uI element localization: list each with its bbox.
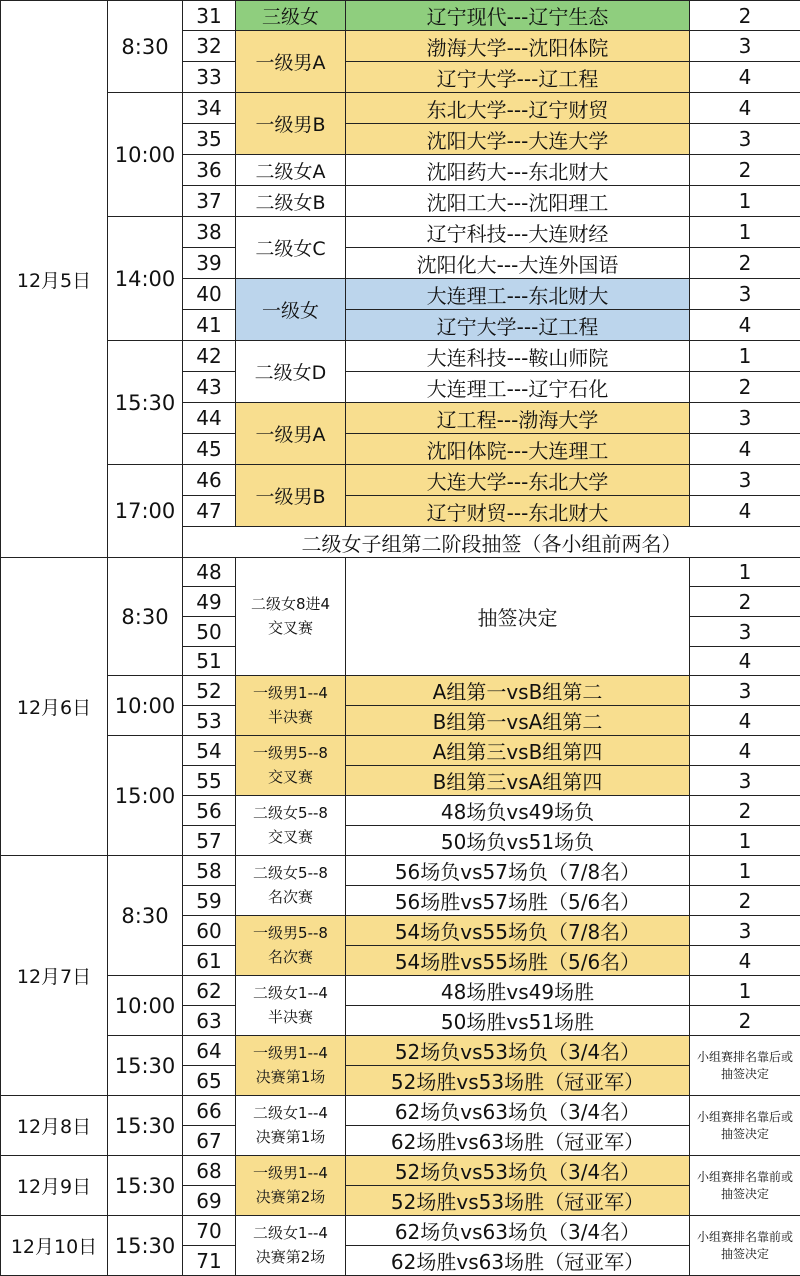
match-number: 49 <box>183 587 236 617</box>
group-line: 一级男5--8 <box>253 924 328 942</box>
court-cell: 2 <box>690 155 800 186</box>
match-number: 53 <box>183 706 236 736</box>
match-cell: A组第三vsB组第四 <box>346 736 690 766</box>
match-number: 57 <box>183 826 236 856</box>
time-cell: 17:00 <box>108 465 183 558</box>
match-number: 35 <box>183 124 236 155</box>
court-cell: 1 <box>690 217 800 248</box>
note-line: 抽签决定 <box>721 1067 769 1081</box>
court-cell: 1 <box>690 856 800 886</box>
group-cell: 二级女A <box>236 155 346 186</box>
draw-banner: 二级女子组第二阶段抽签（各小组前两名） <box>183 527 800 558</box>
match-number: 37 <box>183 186 236 217</box>
match-number: 54 <box>183 736 236 766</box>
court-cell: 1 <box>690 341 800 372</box>
court-cell: 2 <box>690 372 800 403</box>
court-cell: 2 <box>690 587 800 617</box>
match-number: 48 <box>183 558 236 587</box>
court-cell: 1 <box>690 186 800 217</box>
court-cell: 3 <box>690 465 800 496</box>
match-number: 64 <box>183 1036 236 1066</box>
group-cell <box>236 1036 346 1096</box>
match-cell: 辽宁现代---辽宁生态 <box>346 1 690 31</box>
match-cell: 辽工程---渤海大学 <box>346 403 690 434</box>
match-number: 32 <box>183 31 236 62</box>
note-line: 抽签决定 <box>721 1247 769 1261</box>
match-cell: 62场负vs63场负（3/4名） <box>346 1216 690 1246</box>
match-number: 31 <box>183 1 236 31</box>
table-row <box>1 856 800 886</box>
match-cell: B组第三vsA组第四 <box>346 766 690 796</box>
match-cell: 沈阳化大---大连外国语 <box>346 248 690 279</box>
group-cell <box>236 676 346 736</box>
group-line: 名次赛 <box>268 948 313 966</box>
date-cell: 12月6日 <box>1 558 108 856</box>
note-cell <box>690 1156 800 1216</box>
group-cell <box>236 856 346 916</box>
group-cell: 二级女C <box>236 217 346 279</box>
court-cell: 2 <box>690 248 800 279</box>
date-cell: 12月5日 <box>1 1 108 558</box>
table-row <box>1 676 800 706</box>
match-cell: 辽宁大学---辽工程 <box>346 310 690 341</box>
date-cell: 12月7日 <box>1 856 108 1096</box>
match-number: 58 <box>183 856 236 886</box>
group-line: 二级女1--4 <box>253 1104 328 1122</box>
court-cell: 3 <box>690 279 800 310</box>
match-cell: 52场胜vs53场胜（冠亚军） <box>346 1186 690 1216</box>
group-cell: 三级女 <box>236 1 346 31</box>
group-cell: 一级男A <box>236 403 346 465</box>
match-cell: B组第一vsA组第二 <box>346 706 690 736</box>
match-number: 43 <box>183 372 236 403</box>
court-cell: 2 <box>690 886 800 916</box>
group-line: 交叉赛 <box>268 828 313 846</box>
time-cell: 10:00 <box>108 676 183 736</box>
group-cell: 二级女D <box>236 341 346 403</box>
match-number: 33 <box>183 62 236 93</box>
match-cell: 沈阳体院---大连理工 <box>346 434 690 465</box>
match-cell: 大连理工---辽宁石化 <box>346 372 690 403</box>
match-cell: 50场胜vs51场胜 <box>346 1006 690 1036</box>
draw-decision-cell: 抽签决定 <box>346 558 690 676</box>
court-cell: 3 <box>690 916 800 946</box>
group-cell: 一级男B <box>236 465 346 527</box>
match-cell: 62场胜vs63场胜（冠亚军） <box>346 1126 690 1156</box>
court-cell: 1 <box>690 976 800 1006</box>
table-row <box>1 1156 800 1186</box>
match-number: 52 <box>183 676 236 706</box>
match-number: 63 <box>183 1006 236 1036</box>
court-cell: 2 <box>690 796 800 826</box>
match-cell: 52场负vs53场负（3/4名） <box>346 1036 690 1066</box>
time-cell: 15:30 <box>108 341 183 465</box>
court-cell: 3 <box>690 617 800 647</box>
match-number: 65 <box>183 1066 236 1096</box>
group-cell: 一级男A <box>236 31 346 93</box>
group-line: 二级女5--8 <box>253 864 328 882</box>
match-number: 42 <box>183 341 236 372</box>
court-cell: 3 <box>690 124 800 155</box>
match-cell: 东北大学---辽宁财贸 <box>346 93 690 124</box>
group-line: 名次赛 <box>268 888 313 906</box>
date-cell: 12月8日 <box>1 1096 108 1156</box>
match-cell: 56场胜vs57场胜（5/6名） <box>346 886 690 916</box>
note-line: 小组赛排名靠后或 <box>697 1110 793 1124</box>
match-cell: 辽宁科技---大连财经 <box>346 217 690 248</box>
court-cell: 4 <box>690 310 800 341</box>
time-cell: 15:30 <box>108 1036 183 1096</box>
match-cell: 48场负vs49场负 <box>346 796 690 826</box>
match-number: 34 <box>183 93 236 124</box>
table-row <box>1 465 800 496</box>
table-row <box>1 976 800 1006</box>
match-cell: 62场负vs63场负（3/4名） <box>346 1096 690 1126</box>
note-line: 小组赛排名靠前或 <box>697 1170 793 1184</box>
group-line: 二级女1--4 <box>253 984 328 1002</box>
table-row <box>1 1216 800 1246</box>
match-number: 55 <box>183 766 236 796</box>
match-cell: 54场胜vs55场胜（5/6名） <box>346 946 690 976</box>
match-cell: 54场负vs55场负（7/8名） <box>346 916 690 946</box>
court-cell: 2 <box>690 1006 800 1036</box>
court-cell: 4 <box>690 647 800 676</box>
table-row <box>1 1096 800 1126</box>
court-cell: 3 <box>690 766 800 796</box>
match-cell: 辽宁大学---辽工程 <box>346 62 690 93</box>
court-cell: 1 <box>690 826 800 856</box>
match-number: 56 <box>183 796 236 826</box>
time-cell: 15:30 <box>108 1156 183 1216</box>
time-cell: 10:00 <box>108 93 183 217</box>
match-number: 47 <box>183 496 236 527</box>
court-cell: 4 <box>690 946 800 976</box>
match-cell: 大连科技---鞍山师院 <box>346 341 690 372</box>
match-number: 66 <box>183 1096 236 1126</box>
match-cell: 56场负vs57场负（7/8名） <box>346 856 690 886</box>
note-line: 抽签决定 <box>721 1187 769 1201</box>
court-cell: 3 <box>690 31 800 62</box>
match-number: 41 <box>183 310 236 341</box>
match-cell: 渤海大学---沈阳体院 <box>346 31 690 62</box>
match-cell: 52场负vs53场负（3/4名） <box>346 1156 690 1186</box>
court-cell: 1 <box>690 558 800 587</box>
group-cell <box>236 558 346 676</box>
match-number: 67 <box>183 1126 236 1156</box>
group-line: 一级男1--4 <box>253 1044 328 1062</box>
group-cell <box>236 736 346 796</box>
match-cell: 50场负vs51场负 <box>346 826 690 856</box>
match-cell: 大连理工---东北财大 <box>346 279 690 310</box>
group-line: 半决赛 <box>268 708 313 726</box>
group-line: 决赛第1场 <box>256 1128 326 1146</box>
match-number: 61 <box>183 946 236 976</box>
match-number: 69 <box>183 1186 236 1216</box>
match-cell: 52场胜vs53场胜（冠亚军） <box>346 1066 690 1096</box>
group-cell: 一级女 <box>236 279 346 341</box>
group-line: 一级男1--4 <box>253 1164 328 1182</box>
match-number: 38 <box>183 217 236 248</box>
match-number: 71 <box>183 1246 236 1276</box>
note-cell <box>690 1096 800 1156</box>
court-cell: 4 <box>690 736 800 766</box>
match-number: 50 <box>183 617 236 647</box>
group-cell: 二级女B <box>236 186 346 217</box>
table-row <box>1 736 800 766</box>
group-line: 二级女8进4 <box>251 595 330 613</box>
match-cell: 大连大学---东北大学 <box>346 465 690 496</box>
match-number: 59 <box>183 886 236 916</box>
time-cell: 14:00 <box>108 217 183 341</box>
time-cell: 8:30 <box>108 558 183 676</box>
court-cell: 3 <box>690 403 800 434</box>
time-cell: 8:30 <box>108 1 183 93</box>
date-cell: 12月9日 <box>1 1156 108 1216</box>
table-row <box>1 217 800 248</box>
group-cell: 一级男B <box>236 93 346 155</box>
match-number: 60 <box>183 916 236 946</box>
match-cell: 62场胜vs63场胜（冠亚军） <box>346 1246 690 1276</box>
group-line: 决赛第1场 <box>256 1068 326 1086</box>
match-cell: 沈阳大学---大连大学 <box>346 124 690 155</box>
time-cell: 10:00 <box>108 976 183 1036</box>
match-number: 62 <box>183 976 236 1006</box>
group-cell <box>236 916 346 976</box>
match-cell: 辽宁财贸---东北财大 <box>346 496 690 527</box>
court-cell: 2 <box>690 1 800 31</box>
match-number: 51 <box>183 647 236 676</box>
court-cell: 4 <box>690 62 800 93</box>
group-cell <box>236 1096 346 1156</box>
match-number: 70 <box>183 1216 236 1246</box>
table-row <box>1 558 800 587</box>
group-line: 交叉赛 <box>268 619 313 637</box>
group-line: 半决赛 <box>268 1008 313 1026</box>
court-cell: 4 <box>690 434 800 465</box>
match-number: 39 <box>183 248 236 279</box>
table-row <box>1 341 800 372</box>
match-number: 44 <box>183 403 236 434</box>
court-cell: 4 <box>690 496 800 527</box>
time-cell: 15:30 <box>108 1096 183 1156</box>
court-cell: 4 <box>690 93 800 124</box>
group-cell <box>236 796 346 856</box>
match-cell: 沈阳药大---东北财大 <box>346 155 690 186</box>
match-cell: 48场胜vs49场胜 <box>346 976 690 1006</box>
court-cell: 3 <box>690 676 800 706</box>
match-number: 45 <box>183 434 236 465</box>
group-line: 交叉赛 <box>268 768 313 786</box>
match-number: 36 <box>183 155 236 186</box>
note-cell <box>690 1036 800 1096</box>
group-line: 决赛第2场 <box>256 1248 326 1266</box>
time-cell: 15:30 <box>108 1216 183 1276</box>
date-cell: 12月10日 <box>1 1216 108 1276</box>
match-number: 68 <box>183 1156 236 1186</box>
note-line: 小组赛排名靠后或 <box>697 1050 793 1064</box>
table-row <box>1 93 800 124</box>
court-cell: 4 <box>690 706 800 736</box>
time-cell: 8:30 <box>108 856 183 976</box>
match-cell: A组第一vsB组第二 <box>346 676 690 706</box>
match-number: 40 <box>183 279 236 310</box>
time-cell: 15:00 <box>108 736 183 856</box>
group-cell <box>236 976 346 1036</box>
group-line: 一级男1--4 <box>253 684 328 702</box>
table-row <box>1 1 800 31</box>
note-line: 小组赛排名靠前或 <box>697 1230 793 1244</box>
note-line: 抽签决定 <box>721 1127 769 1141</box>
group-line: 二级女1--4 <box>253 1224 328 1242</box>
group-line: 一级男5--8 <box>253 744 328 762</box>
group-cell <box>236 1156 346 1216</box>
match-cell: 沈阳工大---沈阳理工 <box>346 186 690 217</box>
group-line: 决赛第2场 <box>256 1188 326 1206</box>
table-row <box>1 1036 800 1066</box>
match-number: 46 <box>183 465 236 496</box>
group-line: 二级女5--8 <box>253 804 328 822</box>
